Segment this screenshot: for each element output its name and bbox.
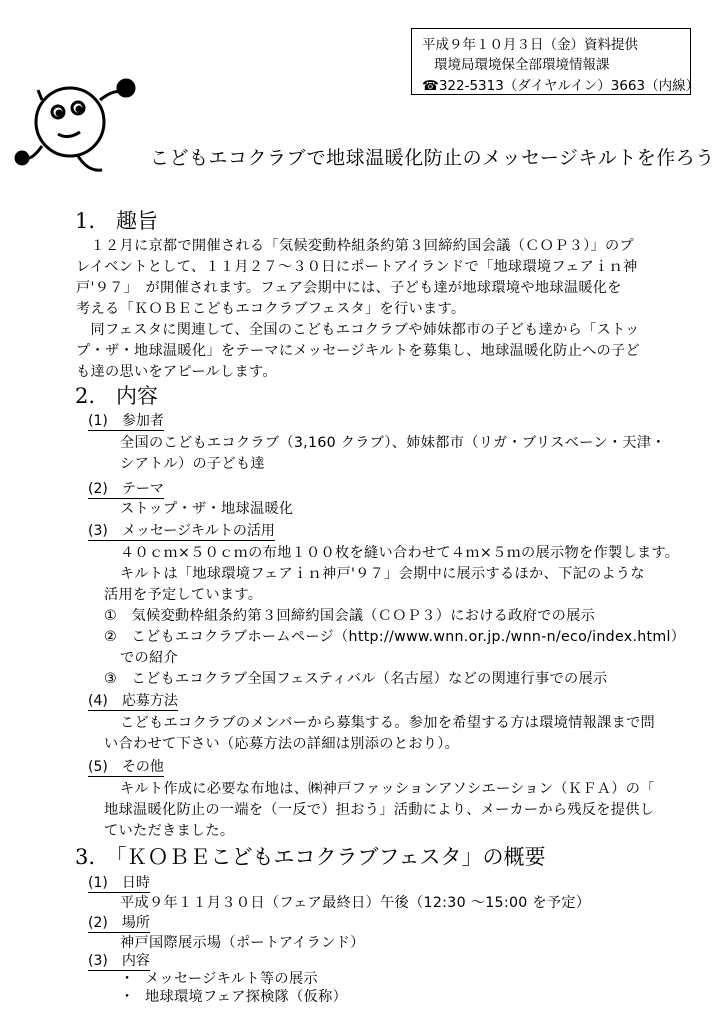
purpose-paragraph-2-line-3: も達の思いをアピールします。 [76,364,277,380]
datetime-label: (1) 日時 [88,872,150,893]
quilt-usage-text-3: 活用を予定しています。 [104,587,263,603]
purpose-paragraph-2-line-2: プ・ザ・地球温暖化」をテーマにメッセージキルトを募集し、地球温暖化防止への子ど [76,343,641,359]
quilt-usage-item-1: ① 気候変動枠組条約第３回締約国会議（ＣＯＰ３）における政府での展示 [104,608,596,624]
content-bullet-1: メッセージキルト等の展示 [145,971,318,987]
other-label: (5) その他 [88,756,164,777]
press-release-info-box [411,28,700,95]
quilt-usage-item-2-cont: での紹介 [120,650,178,666]
contact-phone: ☎322-5313（ダイヤルイン）3663（内線） [422,78,700,94]
quilt-usage-item-2: ② こどもエコクラブホームページ（http://www.wnn.or.jp./wnn-n/eco/index.html） [104,629,686,645]
participants-text-2: シアトル）の子ども達 [120,456,265,472]
section-1-heading: 1. 趣旨 [75,209,159,233]
document-title: こどもエコクラブで地球温暖化防止のメッセージキルトを作ろう [150,147,715,169]
content-bullet-2: 地球環境フェア探検隊（仮称） [145,989,348,1005]
other-text-1: キルト作成に必要な布地は、㈱神戸ファッションアソシエーション（ＫＦＡ）の「 [120,781,655,797]
participants-label: (1) 参加者 [88,410,164,431]
purpose-paragraph-1-line-2: レイベントとして、１１月２７～３０日にポートアイランドで「地球環境フェアｉｎ神 [76,259,638,275]
purpose-paragraph-1-line-1: １２月に京都で開催される「気候変動枠組条約第３回締約国会議（ＣＯＰ３）」のプ [76,238,634,254]
release-date: 平成９年１０月３日（金）資料提供 [422,37,638,53]
venue-label: (2) 場所 [88,912,150,933]
department-name: 環境局環境保全部環境情報課 [434,57,610,73]
datetime-text: 平成９年１１月３０日（フェア最終日）午後（12:30 ～15:00 を予定） [120,895,591,911]
participants-text-1: 全国のこどもエコクラブ（3,160 クラブ）、姉妹都市（リガ・ブリスベーン・天津・ [120,435,666,451]
content-bullet-2-dot: ・ [120,989,135,1005]
quilt-usage-text-1: ４０ｃｍ×５０ｃｍの布地１００枚を縫い合わせて４ｍ×５ｍの展示物を作製します。 [120,545,680,561]
eco-club-mascot-illustration [8,60,143,180]
quilt-usage-item-3: ③ こどもエコクラブ全国フェスティバル（名古屋）などの関連行事での展示 [104,671,608,687]
other-text-2: 地球温暖化防止の一端を（一反で）担おう」活動により、メーカーから残反を提供し [104,802,655,818]
purpose-paragraph-1-line-4: 考える「ＫＯＢＥこどもエコクラブフェスタ」を行います。 [76,301,466,317]
theme-text: ストップ・ザ・地球温暖化 [120,501,294,517]
content-bullet-1-dot: ・ [120,971,135,987]
purpose-paragraph-2-line-1: 同フェスタに関連して、全国のこどもエコクラブや姉妹都市の子ども達から「ストッ [76,322,640,338]
section-2-heading: 2. 内容 [75,384,159,408]
section-3-heading: 3. 「ＫＯＢＥこどもエコクラブフェスタ」の概要 [75,845,546,869]
other-text-3: ていただきました。 [104,823,235,839]
quilt-usage-label: (3) メッセージキルトの活用 [88,520,275,541]
theme-label: (2) テーマ [88,478,164,499]
application-method-text-2: い合わせて下さい（応募方法の詳細は別添のとおり）。 [104,736,460,752]
venue-text: 神戸国際展示場（ポートアイランド） [120,935,365,951]
application-method-label: (4) 応募方法 [88,690,178,711]
application-method-text-1: こどもエコクラブのメンバーから募集する。参加を希望する方は環境情報課まで問 [120,715,656,731]
content-label: (3) 内容 [88,950,150,971]
quilt-usage-text-2: キルトは「地球環境フェアｉｎ神戸'９７」会期中に展示するほか、下記のような [120,566,645,582]
purpose-paragraph-1-line-3: 戸'９７」 が開催されます。フェア会期中には、子ども達が地球環境や地球温暖化を [76,280,622,296]
